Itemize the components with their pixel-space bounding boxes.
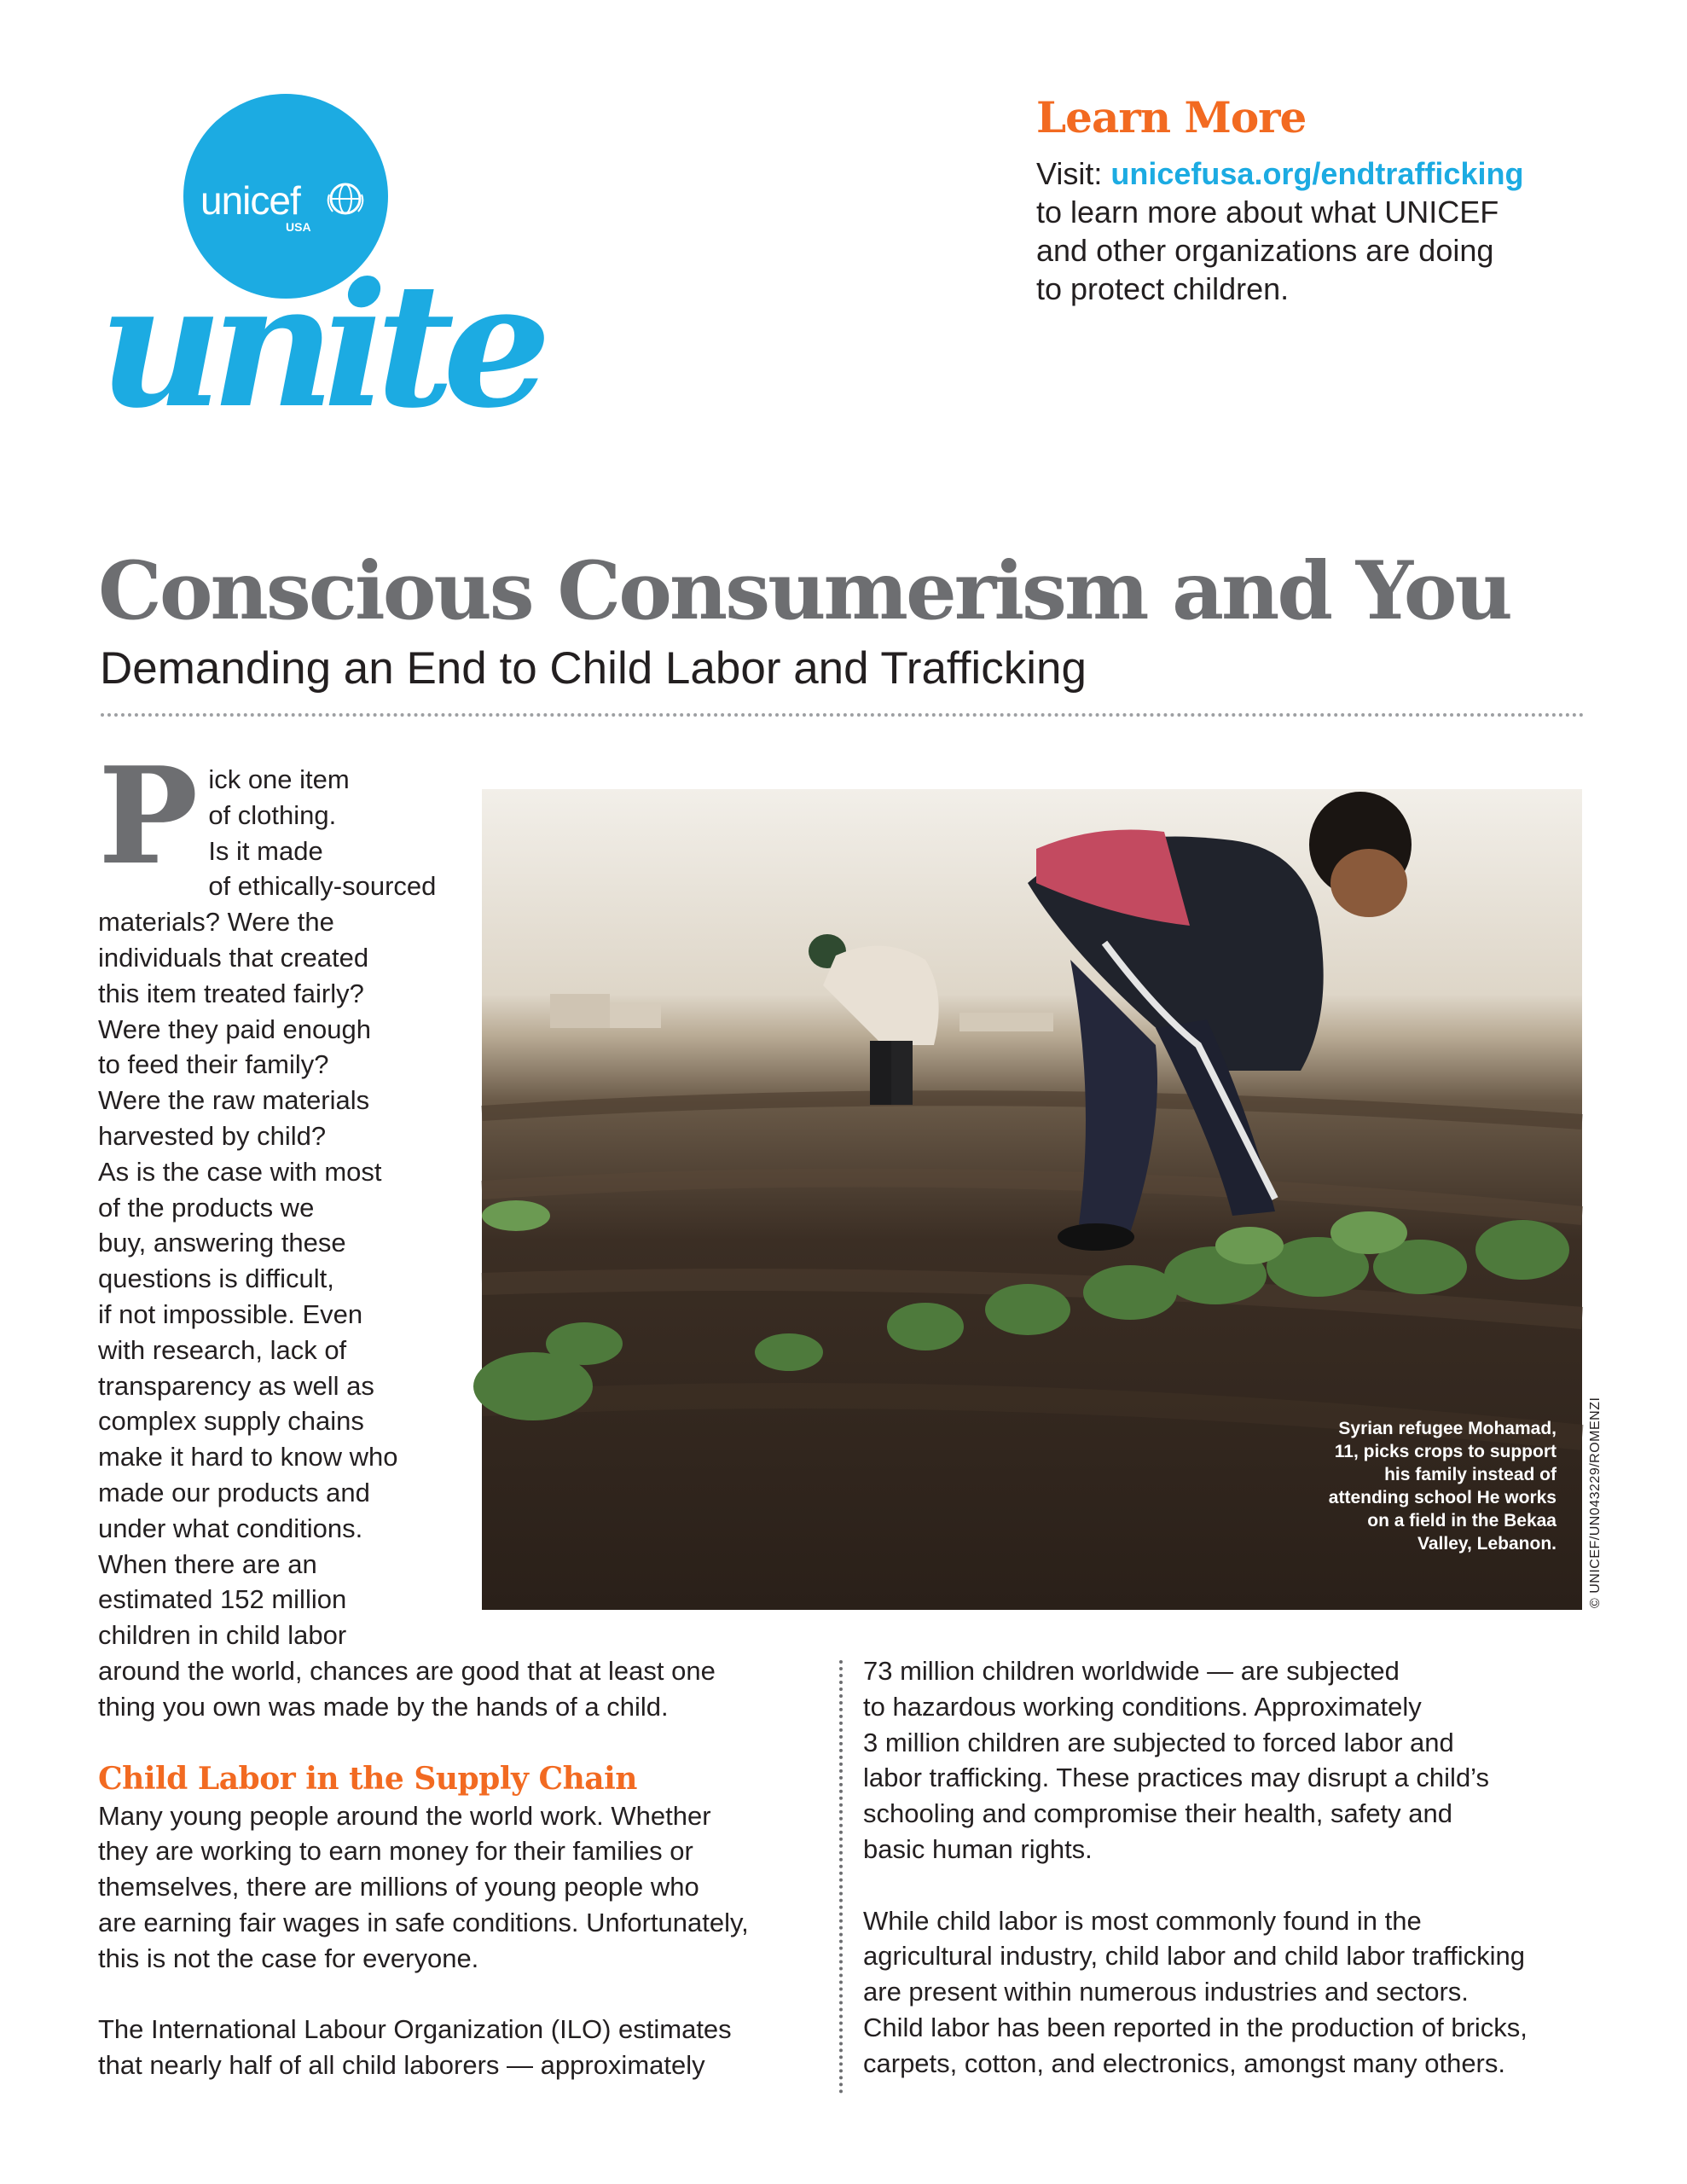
paragraph-gap bbox=[98, 1977, 806, 2013]
learn-more-visit-line bbox=[1036, 154, 1633, 193]
caption-line: attending school He works bbox=[1328, 1488, 1557, 1507]
body-line: carpets, cotton, and electronics, amongst many others. bbox=[863, 2048, 1505, 2078]
intro-line: ick one item bbox=[208, 764, 350, 794]
body-paragraph bbox=[98, 1798, 806, 1977]
page-title: Conscious Consumerism and You bbox=[98, 544, 1510, 638]
body-line: While child labor is most commonly found in the bbox=[863, 1905, 1422, 1936]
intro-line: this item treated fairly? bbox=[98, 978, 364, 1008]
intro-line: complex supply chains bbox=[98, 1406, 364, 1437]
intro-line: if not impossible. Even bbox=[98, 1298, 363, 1329]
photo-caption bbox=[1275, 1417, 1557, 1555]
paragraph-gap bbox=[863, 1867, 1597, 1903]
body-paragraph bbox=[98, 2012, 806, 2083]
background-worker bbox=[809, 934, 939, 1105]
learn-more-line: and other organizations are doing bbox=[1036, 233, 1494, 268]
body-paragraph bbox=[863, 1903, 1597, 2082]
distant-building bbox=[550, 994, 610, 1028]
learn-more-block bbox=[1036, 92, 1633, 308]
intro-line: individuals that created bbox=[98, 942, 369, 973]
intro-line: with research, lack of bbox=[98, 1334, 347, 1365]
photo-credit: © UNICEF/UN043229/ROMENZI bbox=[1588, 1397, 1603, 1608]
logo-wordmark: unicef bbox=[200, 178, 300, 223]
intro-line: questions is difficult, bbox=[98, 1263, 334, 1294]
intro-line: harvested by child? bbox=[98, 1120, 327, 1151]
intro-continuation bbox=[98, 1653, 806, 1725]
unicef-globe-icon bbox=[324, 177, 367, 220]
endtrafficking-link[interactable]: unicefusa.org/endtrafficking bbox=[1110, 156, 1524, 191]
intro-line: buy, answering these bbox=[98, 1228, 346, 1258]
body-line: basic human rights. bbox=[863, 1833, 1093, 1864]
body-line: that nearly half of all child laborers — approximately bbox=[98, 2050, 705, 2081]
intro-text bbox=[98, 738, 473, 1653]
drop-cap: P bbox=[98, 738, 199, 894]
body-line: Child labor has been reported in the production of bricks, bbox=[863, 2012, 1528, 2042]
intro-line: Is it made bbox=[208, 835, 323, 866]
learn-more-line: to learn more about what UNICEF bbox=[1036, 195, 1499, 229]
body-paragraph bbox=[863, 1653, 1597, 1867]
body-line: around the world, chances are good that at least one bbox=[98, 1656, 716, 1686]
caption-line: Valley, Lebanon. bbox=[1417, 1534, 1557, 1554]
intro-line: Were they paid enough bbox=[98, 1014, 371, 1044]
body-line: they are working to earn money for their families or bbox=[98, 1836, 693, 1867]
body-line: schooling and compromise their health, safety and bbox=[863, 1798, 1453, 1829]
body-line: to hazardous working conditions. Approximately bbox=[863, 1691, 1422, 1722]
body-line: 3 million children are subjected to forced labor and bbox=[863, 1727, 1454, 1757]
body-column-right bbox=[863, 1653, 1597, 2082]
body-line: themselves, there are millions of young people who bbox=[98, 1872, 699, 1902]
intro-line: transparency as well as bbox=[98, 1370, 374, 1401]
body-line: are present within numerous industries and sectors. bbox=[863, 1977, 1469, 2007]
learn-more-heading: Learn More bbox=[1036, 92, 1307, 142]
learn-more-line: to protect children. bbox=[1036, 271, 1290, 306]
unicef-unite-logo bbox=[94, 94, 540, 446]
intro-line: materials? Were the bbox=[98, 907, 334, 938]
body-line: agricultural industry, child labor and child labor trafficking bbox=[863, 1941, 1525, 1972]
unite-wordmark bbox=[94, 230, 540, 446]
distant-building bbox=[959, 1013, 1053, 1031]
intro-line: under what conditions. bbox=[98, 1513, 363, 1543]
page-subtitle: Demanding an End to Child Labor and Trafficking bbox=[100, 643, 1087, 694]
body-line: are earning fair wages in safe conditions. Unfortunately, bbox=[98, 1907, 749, 1937]
intro-line: made our products and bbox=[98, 1477, 370, 1507]
body-line: 73 million children worldwide — are subjected bbox=[863, 1656, 1400, 1686]
distant-building bbox=[610, 1004, 661, 1028]
caption-line: 11, picks crops to support bbox=[1334, 1442, 1557, 1461]
dotted-divider bbox=[101, 713, 1585, 717]
intro-line: estimated 152 million bbox=[98, 1584, 347, 1615]
section-heading: Child Labor in the Supply Chain bbox=[98, 1760, 637, 1797]
intro-line: of clothing. bbox=[208, 799, 337, 830]
column-divider bbox=[839, 1660, 843, 2094]
body-line: Many young people around the world work. Whether bbox=[98, 1800, 711, 1831]
intro-line: to feed their family? bbox=[98, 1049, 329, 1080]
body-column-left bbox=[98, 1653, 806, 2083]
learn-more-body bbox=[1036, 154, 1633, 308]
intro-line: make it hard to know who bbox=[98, 1442, 398, 1472]
intro-line: Were the raw materials bbox=[98, 1085, 370, 1116]
intro-line: of ethically-sourced bbox=[208, 871, 437, 902]
intro-paragraph bbox=[98, 738, 473, 1653]
intro-line: children in child labor bbox=[98, 1620, 347, 1651]
visit-label: Visit: bbox=[1036, 156, 1103, 191]
body-line: this is not the case for everyone. bbox=[98, 1943, 479, 1973]
logo-country: USA bbox=[286, 220, 311, 234]
furrow bbox=[482, 1098, 1582, 1122]
svg-text:unite: unite bbox=[99, 246, 540, 446]
caption-line: on a field in the Bekaa bbox=[1367, 1511, 1557, 1531]
intro-line: When there are an bbox=[98, 1548, 317, 1579]
furrow bbox=[482, 1177, 1582, 1216]
caption-line: his family instead of bbox=[1384, 1465, 1557, 1484]
body-line: labor trafficking. These practices may disrupt a child’s bbox=[863, 1763, 1490, 1793]
caption-line: Syrian refugee Mohamad, bbox=[1338, 1419, 1557, 1438]
intro-line: As is the case with most bbox=[98, 1156, 382, 1187]
body-line: The International Labour Organization (ILO) estimates bbox=[98, 2014, 732, 2045]
field-photo bbox=[482, 789, 1582, 1610]
intro-line: of the products we bbox=[98, 1192, 315, 1223]
body-line: thing you own was made by the hands of a child. bbox=[98, 1691, 669, 1722]
